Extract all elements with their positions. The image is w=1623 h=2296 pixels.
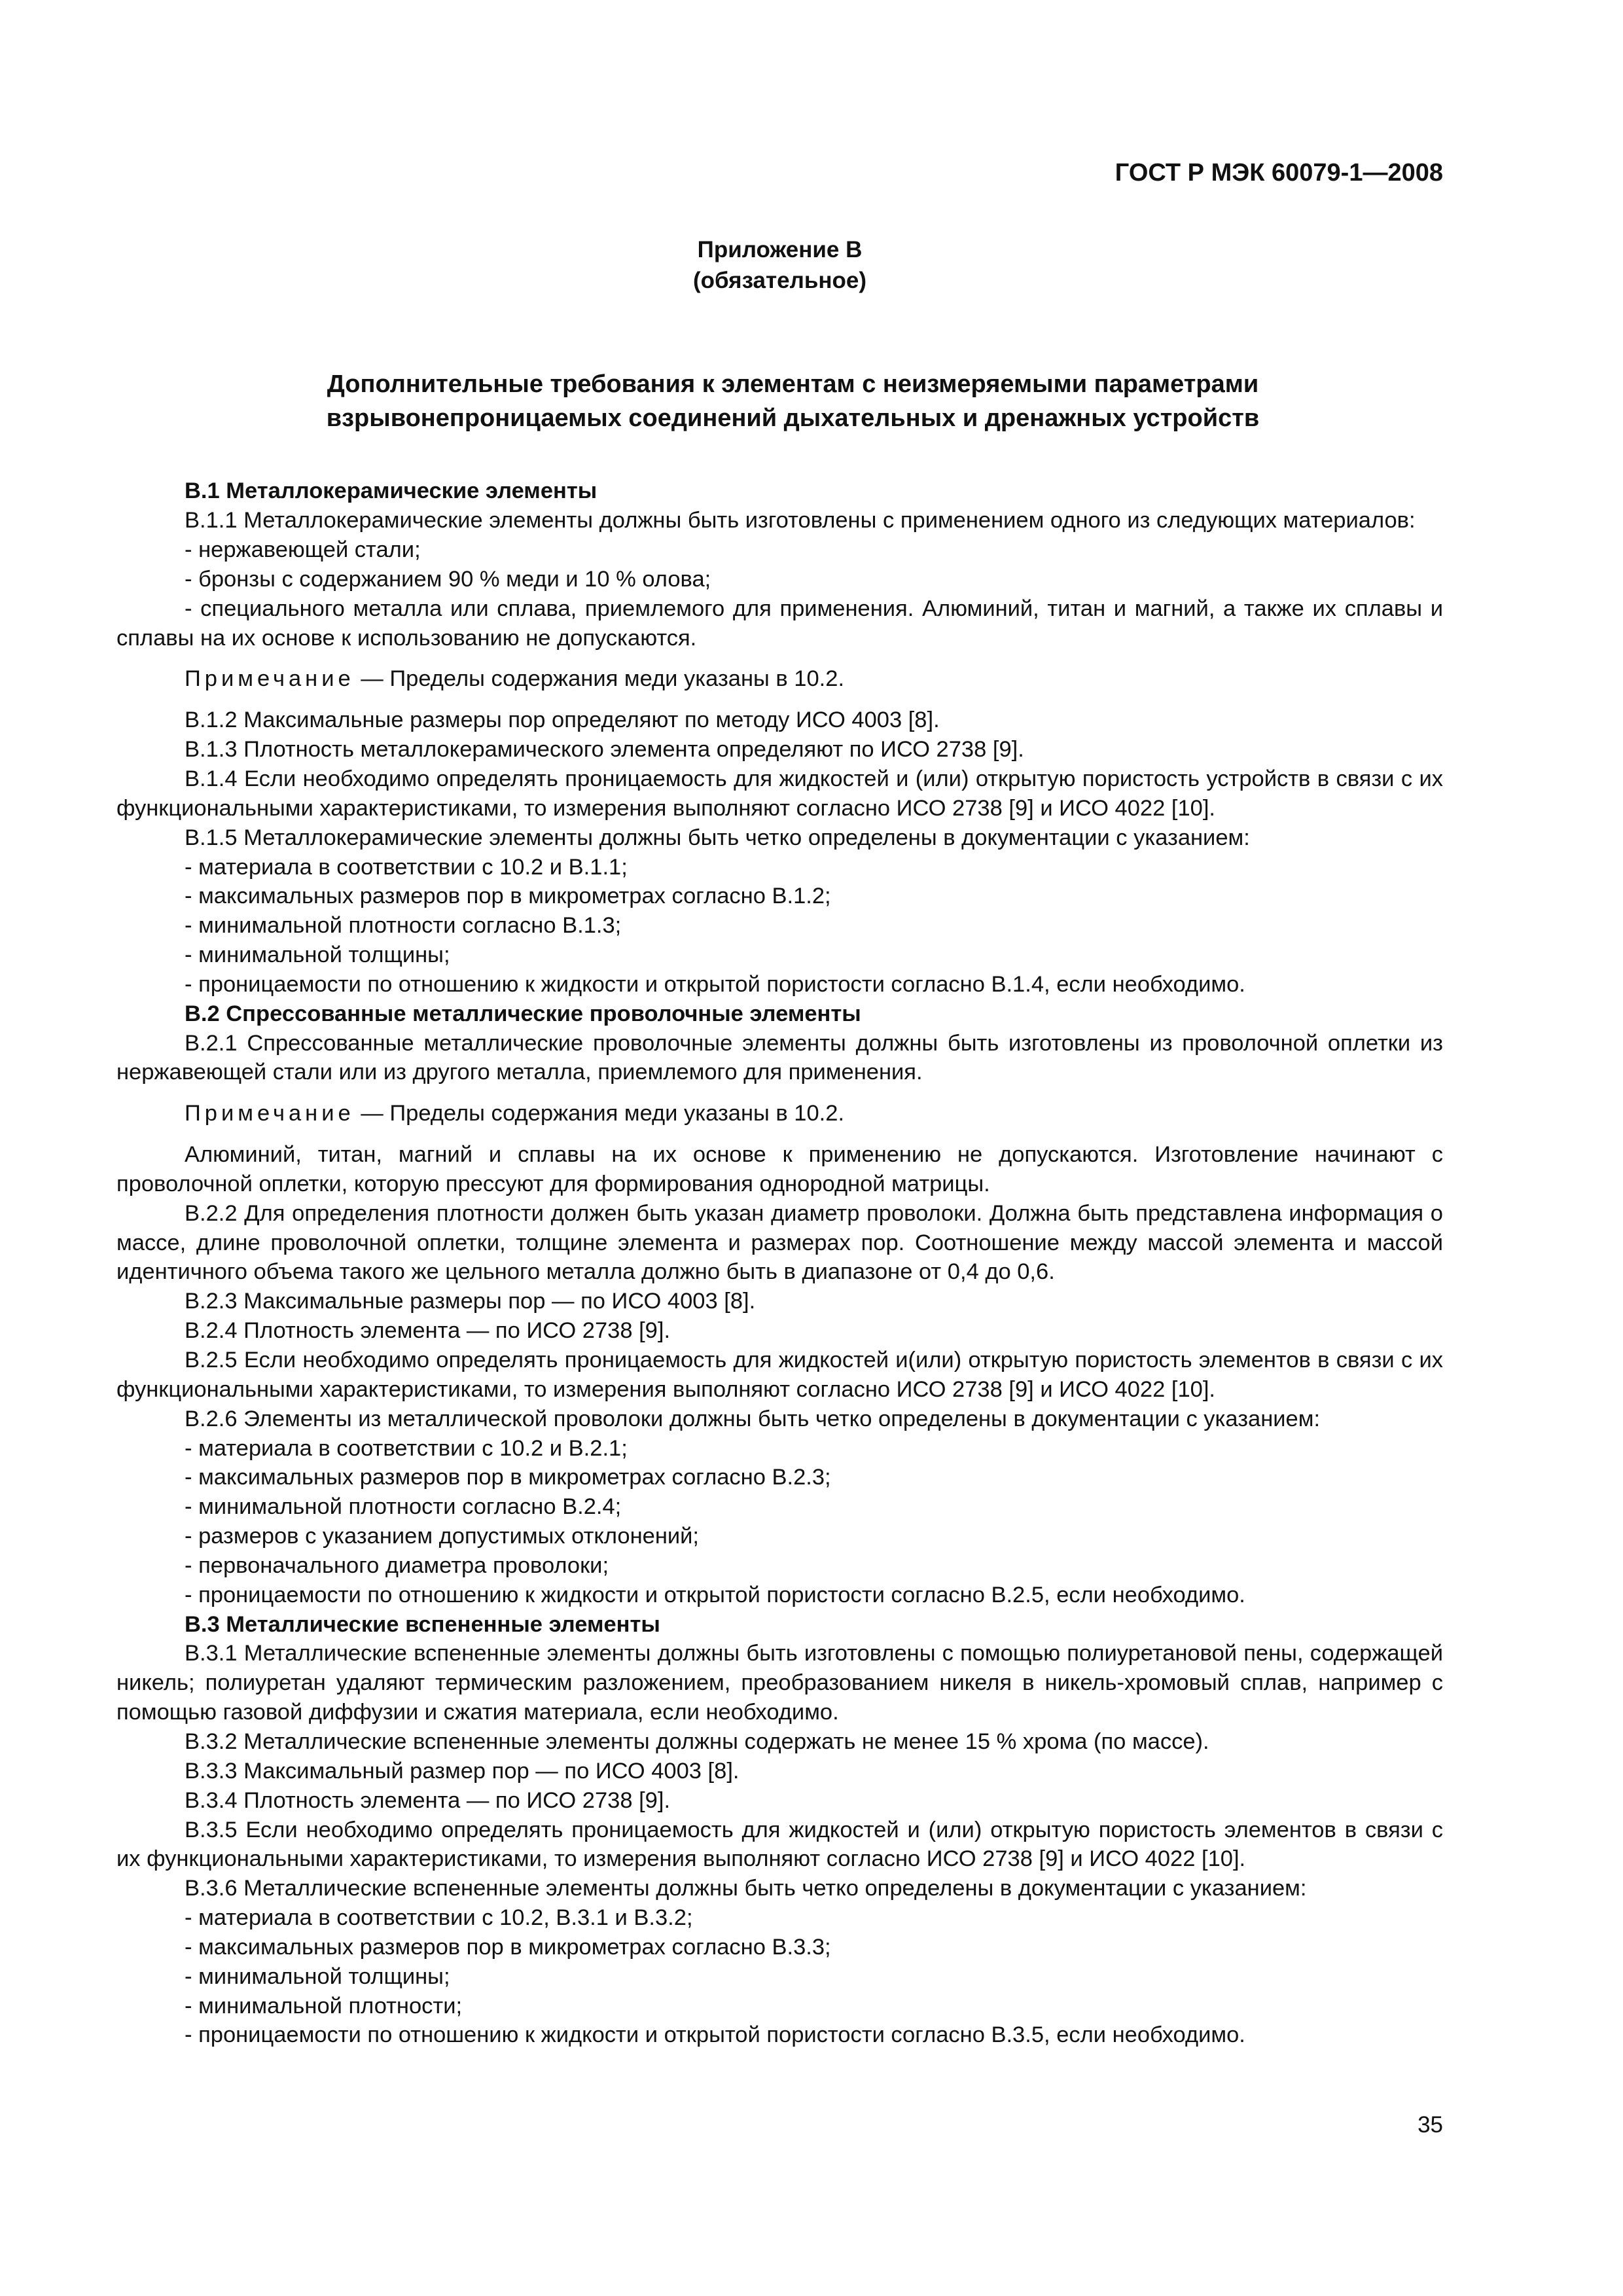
clause-b-1-2: В.1.2 Максимальные размеры пор определяют по методу ИСО 4003 [8]. bbox=[185, 708, 940, 733]
annex-status: (обязательное) bbox=[692, 268, 866, 294]
clause-b-3-1: В.3.1 Металлические вспененные элементы должны быть изготовлены с помощью полиуретановой пены, содержащей никель; полиуретан удаляют термическим разложением, преобразованием никеля в никель-хромовый сплав, например с помощью газовой диффузии и сжатия материала, если необходимо. bbox=[116, 1641, 1443, 1725]
list-item: - материала в соответствии с 10.2 и В.2.1; bbox=[185, 1435, 628, 1461]
note-text: — Пределы содержания меди указаны в 10.2. bbox=[354, 666, 845, 692]
clause-b-3-2: В.3.2 Металлические вспененные элементы должны содержать не менее 15 % хрома (по массе). bbox=[185, 1729, 1209, 1754]
note-b1 bbox=[116, 664, 1443, 694]
document-code: ГОСТ Р МЭК 60079-1—2008 bbox=[1115, 159, 1443, 187]
list-item: - первоначального диаметра проволоки; bbox=[185, 1552, 609, 1578]
clause-b-3-5: В.3.5 Если необходимо определять проницаемость для жидкостей и (или) открытую пористость элементов в связи с их функциональными характеристиками, то измерения выполняют согласно ИСО 2738 [9] и ИСО 4022 [10]. bbox=[116, 1817, 1443, 1872]
section-heading-b2: В.2 Спрессованные металлические проволочные элементы bbox=[185, 1001, 861, 1026]
page-number: 35 bbox=[1418, 2112, 1443, 2138]
clause-b-3-3: В.3.3 Максимальный размер пор — по ИСО 4003 [8]. bbox=[185, 1758, 740, 1784]
clause-b-3-4: В.3.4 Плотность элемента — по ИСО 2738 [9]. bbox=[185, 1787, 671, 1813]
list-item: - бронзы с содержанием 90 % меди и 10 % олова; bbox=[185, 566, 711, 592]
list-item: - минимальной плотности; bbox=[185, 1993, 463, 2018]
list-item: - минимальной толщины; bbox=[185, 1964, 450, 1989]
list-item: - максимальных размеров пор в микрометрах согласно В.1.2; bbox=[185, 884, 831, 909]
annex-body bbox=[116, 476, 1443, 2050]
list-item: - минимальной плотности согласно В.2.4; bbox=[185, 1494, 622, 1520]
list-item: - максимальных размеров пор в микрометрах согласно В.3.3; bbox=[185, 1934, 831, 1960]
list-item: - минимальной плотности согласно В.1.3; bbox=[185, 913, 622, 939]
clause-b-2-3: В.2.3 Максимальные размеры пор — по ИСО 4003 [8]. bbox=[185, 1289, 756, 1314]
list-item: - проницаемости по отношению к жидкости и открытой пористости согласно В.1.4, если необходимо. bbox=[185, 971, 1245, 997]
list-item: - специального металла или сплава, приемлемого для применения. Алюминий, титан и магний, а также их сплавы и сплавы на их основе к использованию не допускаются. bbox=[116, 596, 1443, 651]
note-label: Примечание bbox=[185, 666, 355, 692]
clause-b-1-1: В.1.1 Металлокерамические элементы должны быть изготовлены с применением одного из следующих материалов: bbox=[185, 508, 1416, 533]
clause-b-1-4: В.1.4 Если необходимо определять проницаемость для жидкостей и (или) открытую пористость устройств в связи с их функциональными характеристиками, то измерения выполняют согласно ИСО 2738 [9] и ИСО 4022 [10]. bbox=[116, 766, 1443, 821]
note-b2 bbox=[116, 1099, 1443, 1128]
clause-b-2-5: В.2.5 Если необходимо определять проницаемость для жидкостей и(или) открытую пористость элементов в связи с их функциональными характеристиками, то измерения выполняют согласно ИСО 2738 [9] и ИСО 4022 [10]. bbox=[116, 1348, 1443, 1402]
clause-b-3-6: В.3.6 Металлические вспененные элементы должны быть четко определены в документации с указанием: bbox=[185, 1876, 1307, 1901]
annex-label: Приложение В bbox=[697, 237, 863, 262]
annex-title-line-1: Дополнительные требования к элементам с неизмеряемыми параметрами bbox=[327, 370, 1259, 398]
list-item: - проницаемости по отношению к жидкости и открытой пористости согласно В.3.5, если необходимо. bbox=[185, 2022, 1245, 2048]
list-item: - материала в соответствии с 10.2 и В.1.1; bbox=[185, 854, 628, 880]
annex-heading bbox=[116, 234, 1443, 296]
annex-title bbox=[116, 367, 1443, 436]
clause-b-2-2: В.2.2 Для определения плотности должен быть указан диаметр проволоки. Должна быть представлена информация о массе, длине проволочной оплетки, толщине элемента и размерах пор. Соотношение между массой элемента и массой идентичного объема такого же цельного металла должно быть в диапазоне от 0,4 до 0,6. bbox=[116, 1200, 1443, 1285]
annex-title-line-2: взрывонепроницаемых соединений дыхательных и дренажных устройств bbox=[326, 404, 1260, 432]
clause-b-2-6: В.2.6 Элементы из металлической проволоки должны быть четко определены в документации с указанием: bbox=[185, 1406, 1321, 1431]
list-item: - нержавеющей стали; bbox=[185, 537, 421, 563]
note-text: — Пределы содержания меди указаны в 10.2. bbox=[354, 1101, 845, 1126]
list-item: - проницаемости по отношению к жидкости и открытой пористости согласно В.2.5, если необходимо. bbox=[185, 1582, 1245, 1607]
list-item: - максимальных размеров пор в микрометрах согласно В.2.3; bbox=[185, 1465, 831, 1490]
section-heading-b1: В.1 Металлокерамические элементы bbox=[185, 478, 597, 504]
clause-b-1-5: В.1.5 Металлокерамические элементы должны быть четко определены в документации с указанием: bbox=[185, 825, 1250, 850]
clause-b-2-1: В.2.1 Спрессованные металлические проволочные элементы должны быть изготовлены из проволочной оплетки из нержавеющей стали или из другого металла, приемлемого для применения. bbox=[116, 1030, 1443, 1085]
clause-b-1-3: В.1.3 Плотность металлокерамического элемента определяют по ИСО 2738 [9]. bbox=[185, 737, 1024, 762]
paragraph: Алюминий, титан, магний и сплавы на их основе к применению не допускаются. Изготовление начинают с проволочной оплетки, которую прессуют для формирования однородной матрицы. bbox=[116, 1142, 1443, 1196]
list-item: - материала в соответствии с 10.2, В.3.1 и В.3.2; bbox=[185, 1905, 693, 1931]
note-label: Примечание bbox=[185, 1101, 355, 1126]
list-item: - минимальной толщины; bbox=[185, 942, 450, 968]
list-item: - размеров с указанием допустимых отклонений; bbox=[185, 1524, 700, 1549]
section-heading-b3: В.3 Металлические вспененные элементы bbox=[185, 1611, 660, 1637]
clause-b-2-4: В.2.4 Плотность элемента — по ИСО 2738 [9]. bbox=[185, 1318, 671, 1344]
